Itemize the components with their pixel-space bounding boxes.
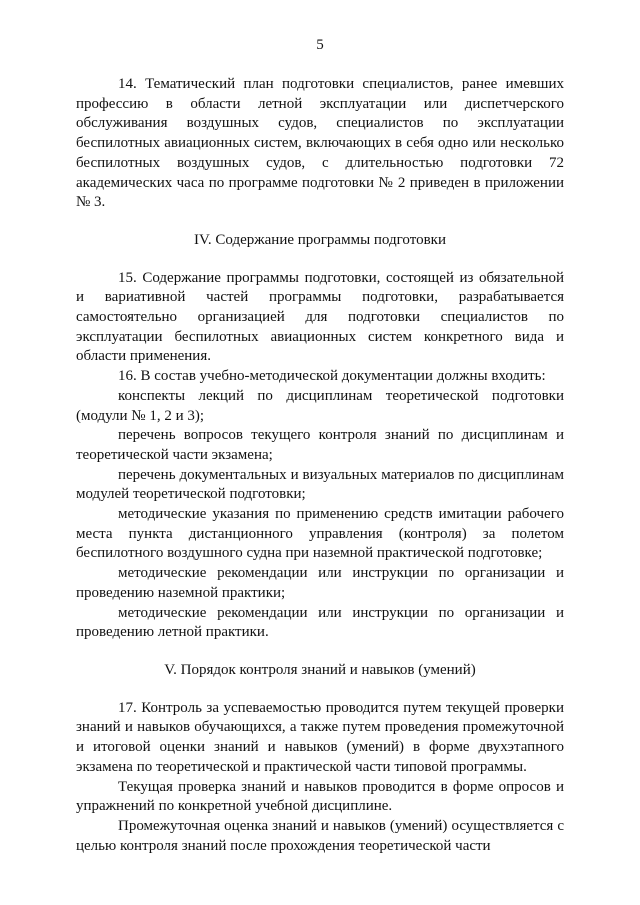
list-item-flight-practice: методические рекомендации или инструкции по организации и проведению летной практики.	[76, 604, 564, 641]
document-body	[76, 75, 564, 856]
list-item-simulation-guidelines: методические указания по применению средств имитации рабочего места пункта дистанционного управления (контроля) за полетом беспилотного воздушного судна при наземной практической подготовке;	[76, 506, 564, 562]
list-item-materials: перечень документальных и визуальных материалов по дисциплинам модулей теоретической подготовки;	[76, 466, 564, 503]
section-iv-body	[76, 269, 564, 643]
paragraph-intermediate-assessment: Промежуточная оценка знаний и навыков (умений) осуществляется с целью контроля знаний после прохождения теоретической части	[76, 817, 564, 854]
paragraph-15: 15. Содержание программы подготовки, состоящей из обязательной и вариативной частей программы подготовки, разрабатывается самостоятельно организацией для подготовки специалистов по эксплуатации беспилотных авиационных систем конкретного вида и области применения.	[76, 269, 564, 365]
section-v-body	[76, 699, 564, 857]
page-number: 5	[316, 37, 324, 53]
section-heading-iv: IV. Содержание программы подготовки	[194, 231, 446, 248]
paragraph-14: 14. Тематический план подготовки специалистов, ранее имевших профессию в области летной эксплуатации или диспетчерского обслуживания воздушных судов, специалистов по эксплуатации беспилотных авиационных систем, включающих в себя одно или несколько беспилотных воздушных судов, с длительностью подготовки 72 академических часа по программе подготовки № 2 приведен в приложении № 3.	[76, 76, 564, 211]
paragraph-16: 16. В состав учебно-методической документации должны входить:	[118, 368, 546, 385]
list-item-questions: перечень вопросов текущего контроля знаний по дисциплинам и теоретической части экзамена;	[76, 427, 564, 463]
paragraph-17: 17. Контроль за успеваемостью проводится путем текущей проверки знаний и навыков обучающихся, а также путем проведения промежуточной и итоговой оценки знаний и навыков (умений) в форме двухэтапного экзамена по теоретической и практической части типовой программы.	[76, 699, 564, 775]
section-heading-v: V. Порядок контроля знаний и навыков (умений)	[164, 661, 476, 678]
list-item-ground-practice: методические рекомендации или инструкции по организации и проведению наземной практики;	[76, 565, 564, 601]
paragraph-current-check: Текущая проверка знаний и навыков проводится в форме опросов и упражнений по конкретной учебной дисциплине.	[76, 778, 564, 815]
list-item-lecture-notes: конспекты лекций по дисциплинам теоретической подготовки (модули № 1, 2 и 3);	[76, 387, 564, 424]
